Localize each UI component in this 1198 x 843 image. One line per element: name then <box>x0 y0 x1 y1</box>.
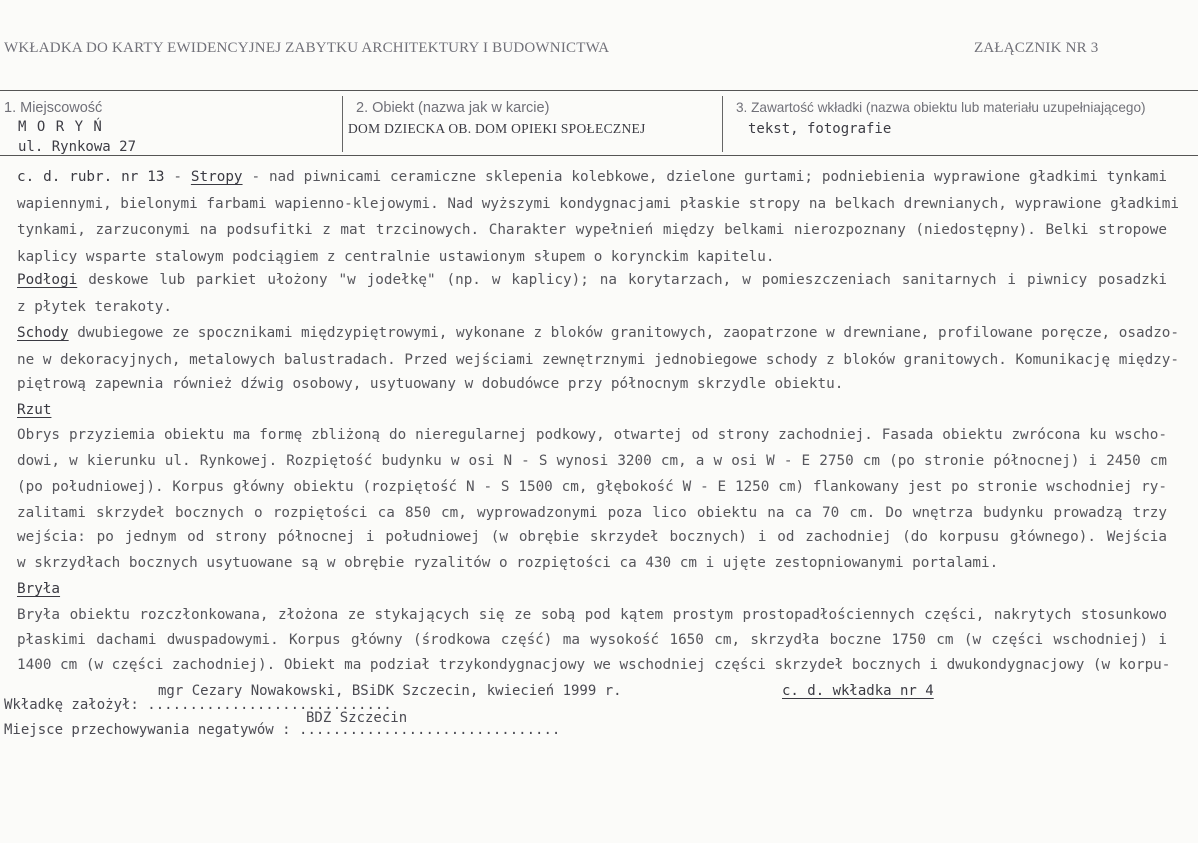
heading-stropy: Stropy <box>190 169 243 185</box>
text-line: c. d. rubr. nr 13 - Stropy - nad piwnicami ceramiczne sklepenia kolebkowe, dzielone gurtami; podniebienia wyprawione gładkimi tynkami <box>17 169 1168 185</box>
object-label: 2. Obiekt (nazwa jak w karcie) <box>356 100 550 116</box>
contents-value: tekst, fotografie <box>748 121 892 137</box>
object-value: DOM DZIECKA OB. DOM OPIEKI SPOŁECZNEJ <box>348 121 646 136</box>
header-top-rule <box>0 90 1198 91</box>
text-line: (po południowej). Korpus główny obiektu (rozpiętość N - S 1500 cm, głębokość W - E 1250 cm) flankowany jest po stronie wschodniej ry- <box>17 479 1167 495</box>
annex-number: ZAŁĄCZNIK NR 3 <box>974 40 1099 56</box>
negatives-line <box>4 722 560 738</box>
negatives-label: Miejsce przechowywania negatywów : <box>4 722 300 738</box>
section-reference: c. d. rubr. nr 13 <box>17 169 165 185</box>
text-line: Bryła obiektu rozczłonkowana, złożona ze stykających się ze sobą pod kątem prostym prostopadłościennych części, nakrytych stosunkowo <box>17 607 1167 623</box>
text-line: piętrową zapewnia również dźwig osobowy, usytuowany w dobudówce przy północnym skrzydle obiektu. <box>17 376 844 392</box>
text-line: z płytek terakoty. <box>17 298 172 315</box>
text-line: ne w dekoracyjnych, metalowych balustradach. Przed wejściami zewnętrznymi jednobiegowe schody z bloków granitowych. Komunikację między- <box>17 351 1180 368</box>
heading-bryla: Bryła <box>17 581 61 597</box>
heading-rzut: Rzut <box>17 402 52 418</box>
text-line: dowi, w kierunku ul. Rynkowej. Rozpiętość budynku w osi N - S wynosi 3200 cm, a w osi W - E 2750 cm (po stronie północnej) i 2450 cm <box>17 453 1167 469</box>
text-line: wapiennymi, bielonymi farbami wapienno-klejowymi. Nad wyższymi kondygnacjami płaskie stropy na belkach drewnianych, wyprawione gładkimi <box>17 195 1180 212</box>
field-divider-2 <box>722 96 723 152</box>
text-line: kaplicy wsparte stalowym podciągiem z centralnie ustawionym słupem o korynckim kapitelu. <box>17 248 775 265</box>
text-line: 1400 cm (w części zachodniej). Obiekt ma podział trzykondygnacjowy we wschodniej części skrzydeł bocznych i dwukondygnacjowy (w korpu- <box>17 657 1171 673</box>
text-line: w skrzydłach bocznych usytuowane są w obrębie ryzalitów o rozpiętości ca 430 cm i ujęte zestopniowanymi portalami. <box>17 555 999 571</box>
place-label: 1. Miejscowość <box>4 100 103 116</box>
text-line: płaskimi dachami dwuspadowymi. Korpus główny (środkowa część) ma wysokość 1650 cm, skrzydła boczne 1750 cm (w części wschodniej) i <box>17 632 1167 648</box>
field-divider-1 <box>342 96 343 152</box>
heading-podlogi: Podłogi <box>17 272 78 288</box>
text-line: wejścia: po jednym od strony północnej i południowej (w obrębie skrzydeł bocznych) i od zachodniej (do korpusu głównego). Wejścia <box>17 529 1167 545</box>
text-line: Podłogi deskowe lub parkiet ułożony "w jodełkę" (np. w kaplicy); na korytarzach, w pomieszczeniach sanitarnych i piwnicy posadzki <box>17 272 1167 288</box>
text-line: Obrys przyziemia obiektu ma formę zbliżoną do nieregularnej podkowy, otwartej od strony zachodniej. Fasada obiektu zwrócona ku wscho- <box>17 427 1167 443</box>
text-line: Schody dwubiegowe ze spocznikami międzypiętrowymi, wykonane z bloków granitowych, zaopatrzone w drewniane, profilowane poręcze, osadzo- <box>17 325 1180 341</box>
contents-label: 3. Zawartość wkładki (nazwa obiektu lub materiału uzupełniającego) <box>736 100 1146 115</box>
place-value: M O R Y Ń <box>18 119 103 135</box>
author-label: Wkładkę założył: <box>4 697 148 713</box>
negatives-value: BDZ Szczecin <box>306 710 408 726</box>
author-dots: ............................. <box>147 697 392 713</box>
text-line: zalitami skrzydeł bocznych o rozpiętości ca 850 cm, wyprowadzonymi poza lico obiektu na ca 70 cm. Do wnętrza budynku prowadzą trzy <box>17 505 1167 521</box>
text-line <box>17 576 1167 603</box>
continued-insert: c. d. wkładka nr 4 <box>782 683 934 699</box>
text-line <box>17 397 1167 424</box>
heading-schody: Schody <box>17 325 69 341</box>
document-title: WKŁADKA DO KARTY EWIDENCYJNEJ ZABYTKU ARCHITEKTURY I BUDOWNICTWA <box>4 40 610 56</box>
author-value: mgr Cezary Nowakowski, BSiDK Szczecin, kwiecień 1999 r. <box>158 683 622 699</box>
header-bottom-rule <box>0 155 1198 156</box>
text-line: tynkami, zarzuconymi na podsufitki z mat trzcinowych. Charakter wypełnień między belkami nierozpoznany (niedostępny). Belki stropowe <box>17 222 1167 238</box>
place-street: ul. Rynkowa 27 <box>18 139 137 155</box>
negatives-dots: ............................... <box>299 722 561 738</box>
